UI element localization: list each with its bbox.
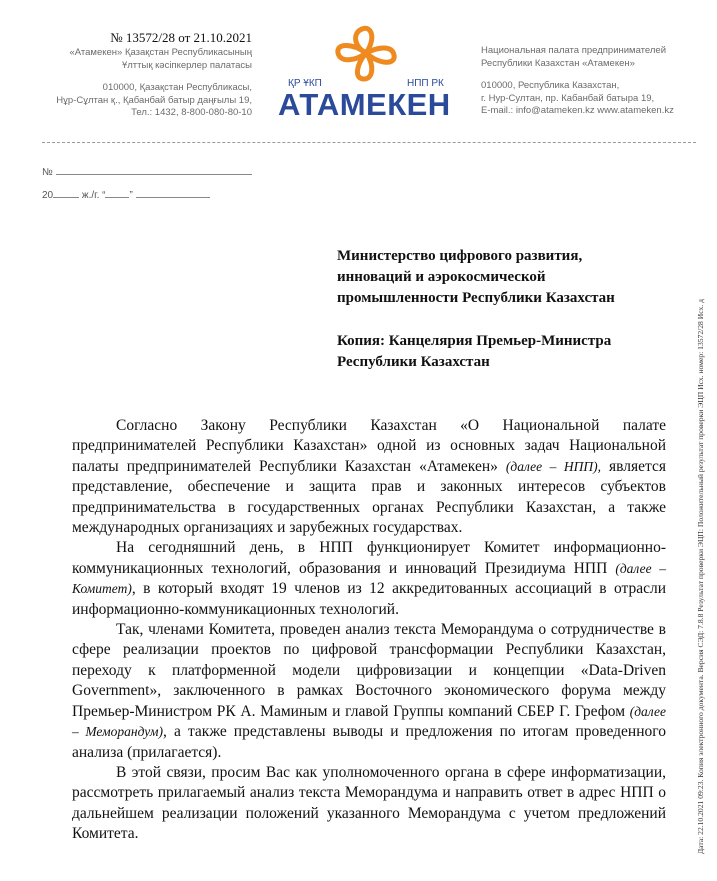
addressee-line1: Министерство цифрового развития,: [337, 248, 583, 264]
org-name-kz-line1: «Атамекен» Қазақстан Республикасының: [69, 47, 252, 58]
outgoing-reg-number: № 13572/28 от 21.10.2021: [110, 30, 252, 45]
paragraph-1: Согласно Закону Республики Казахстан «О Национальной палате предпринимателей Республики Казахстан» одной из основных задач Национальной палаты предпринимателей Республики Казахстан «Атамекен» (далее – НПП), является представление, обеспечение и защита прав и законных интересов субъектов предпринимательства в государственных органах Республики Казахстан, а также международных организациях и зарубежных государствах.: [72, 417, 666, 537]
address-kz-line2: Нұр-Сұлтан қ., Қабанбай батыр даңғылы 19,: [56, 94, 252, 106]
header-left: [56, 30, 252, 120]
paragraph-2: На сегодняшний день, в НПП функционирует Комитет информационно-коммуникационных технологий, образования и инноваций Президиума НПП (далее – Комитет), в который входят 19 членов из 12 аккредитованных ассоциаций в отрасли информационно-коммуникационных технологий.: [72, 539, 666, 618]
incoming-date-line: [42, 190, 210, 201]
flower-emblem-icon: [334, 25, 398, 83]
atameken-logo: [274, 25, 460, 125]
year-prefix: 20: [42, 190, 54, 201]
address-kz-line3: Тел.: 1432, 8-800-080-80-10: [131, 107, 252, 118]
copy-addressee-block: [337, 331, 611, 373]
addressee-line2: инноваций и аэрокосмической: [337, 269, 546, 285]
quote-open: “: [102, 190, 106, 201]
logo-abbr-kz: ҚР ҰКП: [288, 78, 322, 89]
copy-line1: Копия: Канцелярия Премьер-Министра: [337, 333, 612, 349]
header-right: [481, 45, 674, 118]
edoc-side-stamp: [686, 190, 706, 854]
address-kz-line1: 010000, Қазақстан Республикасы,: [102, 82, 252, 93]
incoming-number-line: [42, 167, 252, 178]
paragraph-4: В этой связи, просим Вас как уполномоченного органа в сфере информатизации, рассмотреть прилагаемый анализ текста Меморандума и направить ответ в адрес НПП о дальнейшем реализации положений указанного Меморандума с учетом предложений Комитета.: [72, 763, 666, 843]
contacts-line: E-mail.: info@atameken.kz www.atameken.kz: [481, 105, 674, 116]
quote-close: ”: [129, 190, 133, 201]
copy-line2: Республики Казахстан: [337, 354, 490, 370]
letter-body: [72, 416, 666, 845]
paragraph-3: Так, членами Комитета, проведен анализ текста Меморандума о сотрудничестве в сфере реализации проектов по цифровой трансформации Республики Казахстан, переходу к платформенной модели цифровизации и концепции «Data-Driven Government», заключенного в рамках Восточного экономического форума между Премьер-Министром РК А. Маминым и главой Группы компаний СБЕР Г. Грефом (далее – Меморандум), а также представлены выводы и предложения по итогам проведенного анализа (прилагается).: [72, 621, 666, 761]
edoc-stamp-text: Дата: 22.10.2021 09:23. Копия электронного документа. Версия СЭД: 7.8.8 Результат проверки ЭЦП: Положительный результат проверки ЭЦП Исх. номер: 13572/28 Исх. д: [696, 299, 705, 854]
logo-abbr-ru: НПП РК: [407, 78, 444, 89]
org-name-ru-line1: Национальная палата предпринимателей: [481, 45, 667, 56]
address-ru-line1: 010000, Республика Казахстан,: [481, 80, 620, 91]
logo-brand-text: АТАМЕКЕН: [278, 87, 451, 122]
number-prefix: №: [42, 167, 53, 178]
addressee-block: [337, 246, 615, 309]
org-name-kz-line2: Ұлттық кәсіпкерлер палатасы: [121, 59, 252, 71]
address-ru-line2: г. Нур-Султан, пр. Кабанбай батыра 19,: [481, 92, 655, 104]
addressee-line3: промышленности Республики Казахстан: [337, 290, 615, 306]
header-divider: [42, 142, 696, 143]
org-name-ru-line2: Республики Казахстан «Атамекен»: [481, 57, 635, 69]
year-suffix: ж./г.: [81, 190, 100, 201]
